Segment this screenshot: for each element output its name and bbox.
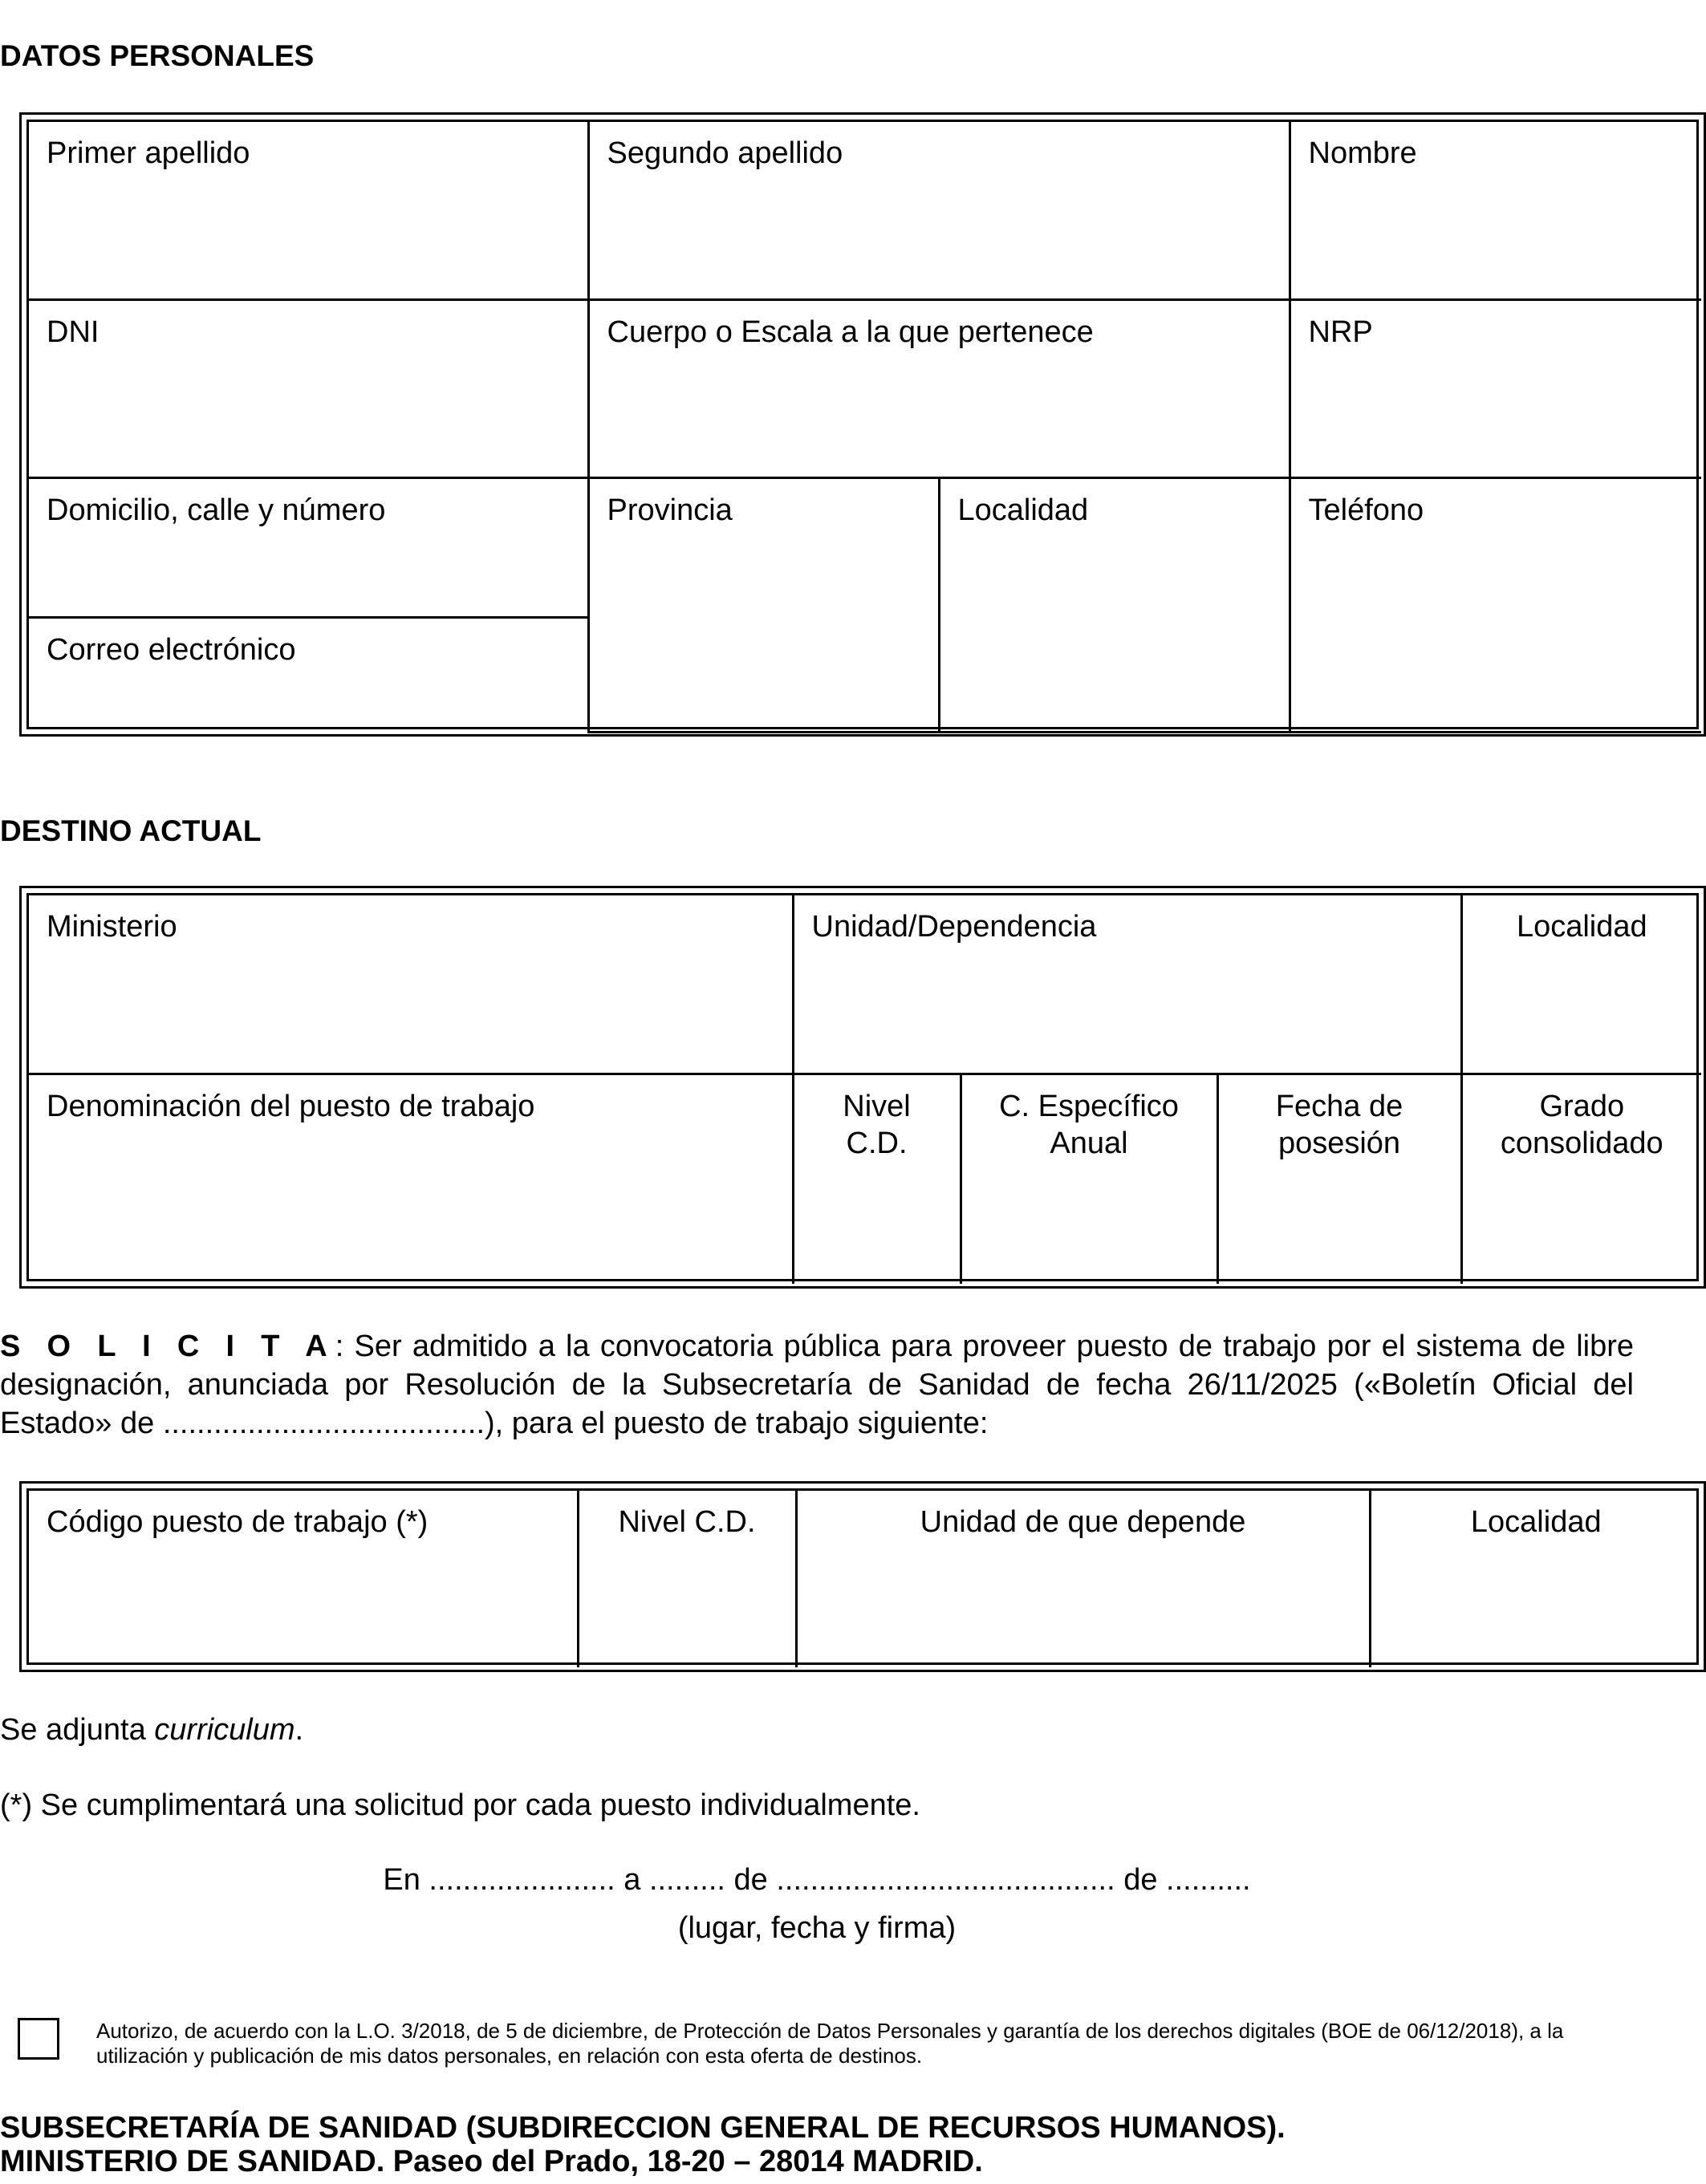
label-c-especifico-2: Anual [1050,1126,1128,1160]
label-nombre: Nombre [1308,136,1417,170]
label-nivel-cd-1: Nivel [843,1089,911,1123]
field-localidad[interactable] [939,477,1290,732]
field-segundo-apellido[interactable] [588,122,1290,299]
adjunta-italic: curriculum [154,1713,295,1747]
label-correo: Correo electrónico [47,632,296,667]
label-grado-2: consolidado [1500,1126,1663,1160]
section-title-destino-actual: DESTINO ACTUAL [0,814,262,847]
field-nrp[interactable] [1290,299,1701,477]
destino-actual-table [19,886,1706,1289]
field-telefono[interactable] [1290,477,1701,732]
field-provincia[interactable] [588,477,939,732]
label-nivel-cd-2: C.D. [846,1126,908,1160]
field-domicilio[interactable] [29,477,588,617]
solicita-keyword: S O L I C I T A [0,1329,335,1363]
field-ministerio[interactable] [29,895,793,1074]
adjunta-curriculum [0,1711,303,1749]
field-puesto-nivel-cd[interactable] [578,1491,796,1667]
label-segundo-apellido: Segundo apellido [607,136,843,170]
label-destino-localidad: Localidad [1516,910,1647,944]
label-unidad-dependencia: Unidad/Dependencia [811,910,1097,944]
consent-text: Autorizo, de acuerdo con la L.O. 3/2018, de 5 de diciembre, de Protección de Datos Personales y garantía de los derechos digitales (BOE de 06/12/2018), a la utilización y publicación de mis datos personales, en relación con esta oferta de destinos. [96,2019,1564,2068]
label-puesto-nivel-cd: Nivel C.D. [618,1505,756,1539]
label-grado-1: Grado [1539,1089,1625,1123]
field-primer-apellido[interactable] [29,122,588,299]
label-provincia: Provincia [607,493,733,527]
field-destino-localidad[interactable] [1461,895,1701,1074]
label-telefono: Teléfono [1308,493,1424,527]
field-unidad-dependencia[interactable] [793,895,1461,1074]
nota-asterisco: (*) Se cumplimentará una solicitud por cada puesto individualmente. [0,1788,920,1822]
field-unidad-depende[interactable] [796,1491,1370,1667]
firma-caption: (lugar, fecha y firma) [677,1911,957,1945]
label-domicilio: Domicilio, calle y número [47,493,386,527]
label-puesto-localidad: Localidad [1470,1505,1602,1539]
solicita-paragraph [0,1327,1634,1443]
footer-line-1: SUBSECRETARÍA DE SANIDAD (SUBDIRECCION GENERAL DE RECURSOS HUMANOS). [0,2111,1286,2145]
label-localidad: Localidad [957,493,1089,527]
adjunta-prefix: Se adjunta [0,1713,155,1747]
field-nivel-cd[interactable] [793,1074,961,1284]
consent-checkbox[interactable] [18,2018,59,2060]
firma-line: En ...................... a ......... de ........................................ de .......... [383,1863,1251,1897]
datos-personales-table [19,112,1706,737]
footer-line-2: MINISTERIO DE SANIDAD. Paseo del Prado, 18-20 – 28014 MADRID. [0,2145,983,2178]
label-denominacion: Denominación del puesto de trabajo [47,1089,535,1123]
field-denominacion[interactable] [29,1074,793,1284]
label-primer-apellido: Primer apellido [47,136,250,170]
field-grado-consolidado[interactable] [1461,1074,1701,1284]
field-nombre[interactable] [1290,122,1701,299]
label-ministerio: Ministerio [47,910,177,944]
solicita-text: : Ser admitido a la convocatoria pública para proveer puesto de trabajo por el sistema de libre designación, anunciada por Resolución de la Subsecretaría de Sanidad de fecha 26/11/2025 («Boletín Oficial del Estado» de ......................................), para el puesto de trabajo siguiente: [0,1329,1634,1440]
label-unidad-depende: Unidad de que depende [920,1505,1246,1539]
field-dni[interactable] [29,299,588,477]
field-cuerpo-escala[interactable] [588,299,1290,477]
field-codigo-puesto[interactable] [29,1491,578,1667]
field-correo[interactable] [29,617,588,732]
field-fecha-posesion[interactable] [1217,1074,1461,1284]
label-fecha-1: Fecha de [1275,1089,1403,1123]
label-cuerpo-escala: Cuerpo o Escala a la que pertenece [607,315,1094,349]
field-c-especifico[interactable] [961,1074,1217,1284]
label-fecha-2: posesión [1277,1126,1401,1160]
label-nrp: NRP [1308,315,1373,349]
section-title-datos-personales: DATOS PERSONALES [0,39,315,72]
label-dni: DNI [47,315,100,349]
puesto-solicitado-table [19,1481,1706,1672]
label-c-especifico-1: C. Específico [999,1089,1179,1123]
label-codigo-puesto: Código puesto de trabajo (*) [47,1505,429,1539]
adjunta-suffix: . [294,1713,304,1747]
field-puesto-localidad[interactable] [1370,1491,1701,1667]
